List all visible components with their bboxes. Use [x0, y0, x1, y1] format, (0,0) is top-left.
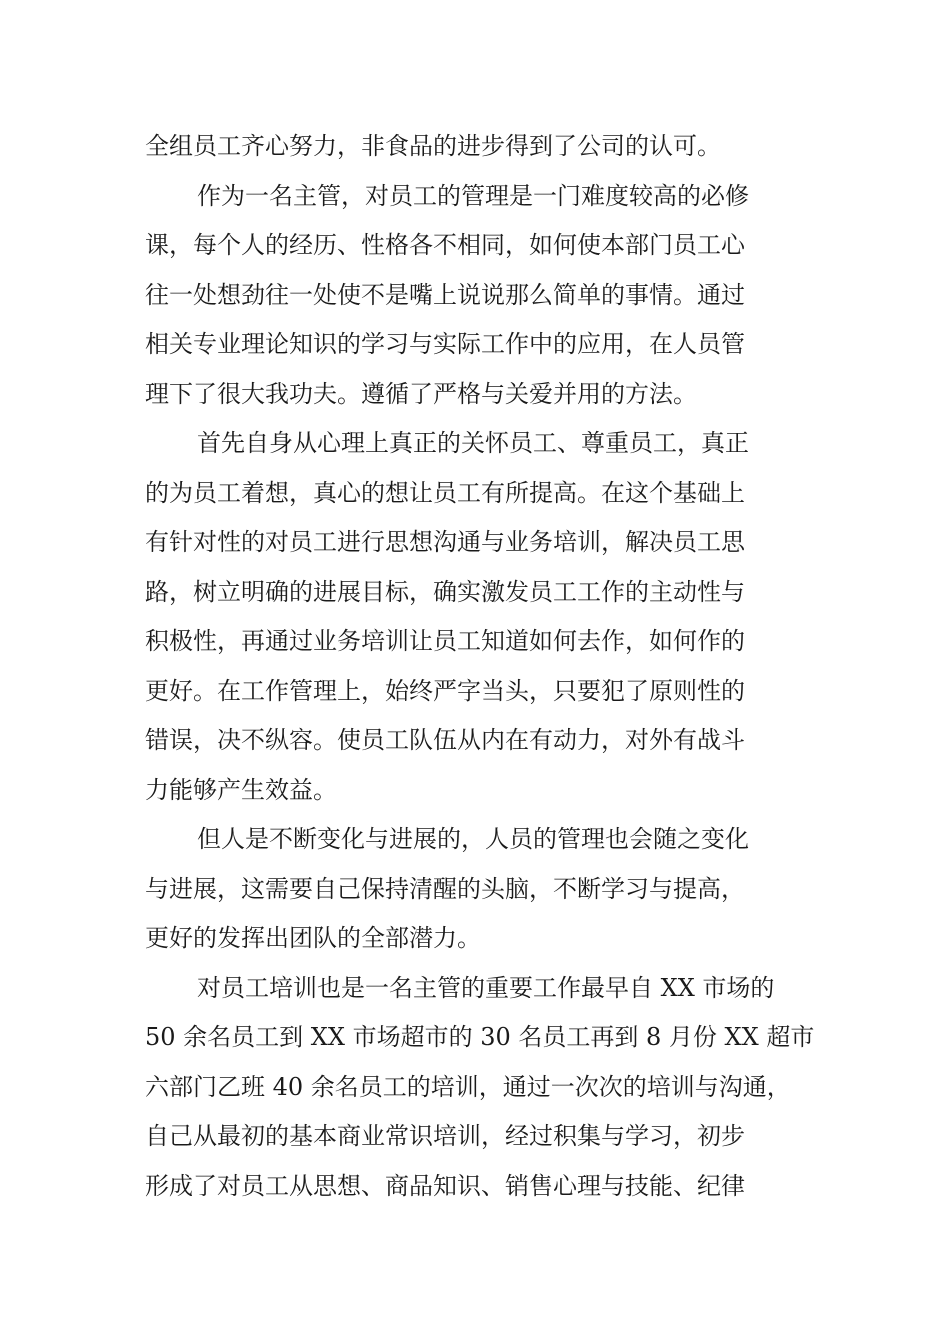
- paragraph-start-line: 作为一名主管，对员工的管理是一门难度较高的必修: [197, 181, 749, 210]
- text-line: 错误，决不纵容。使员工队伍从内在有动力，对外有战斗: [145, 726, 745, 754]
- text-line: 更好。在工作管理上，始终严字当头，只要犯了原则性的: [145, 676, 745, 705]
- text-line: 更好的发挥出团队的全部潜力。: [145, 924, 481, 952]
- text-line: 路，树立明确的进展目标，确实激发员工工作的主动性与: [145, 577, 745, 606]
- text-line: 的为员工着想，真心的想让员工有所提高。在这个基础上: [145, 478, 745, 507]
- text-line: 形成了对员工从思想、商品知识、销售心理与技能、纪律: [145, 1171, 745, 1200]
- text-line: 六部门乙班 40 余名员工的培训，通过一次次的培训与沟通，: [145, 1072, 791, 1101]
- text-line: 全组员工齐心努力，非食品的进步得到了公司的认可。: [145, 132, 721, 160]
- document-body: [145, 122, 815, 1211]
- text-line: 相关专业理论知识的学习与实际工作中的应用，在人员管: [145, 330, 745, 358]
- text-line: 自己从最初的基本商业常识培训，经过积集与学习，初步: [145, 1122, 745, 1150]
- paragraph-start-line: 首先自身从心理上真正的关怀员工、尊重员工，真正: [197, 429, 749, 457]
- paragraph-start-line: 但人是不断变化与进展的，人员的管理也会随之变化: [197, 825, 749, 853]
- text-line: 有针对性的对员工进行思想沟通与业务培训，解决员工思: [145, 528, 745, 556]
- text-line: 积极性，再通过业务培训让员工知道如何去作，如何作的: [145, 627, 745, 655]
- text-line: 课，每个人的经历、性格各不相同，如何使本部门员工心: [145, 231, 745, 259]
- text-line: 理下了很大我功夫。遵循了严格与关爱并用的方法。: [145, 379, 697, 408]
- text-line: 往一处想劲往一处使不是嘴上说说那么简单的事情。通过: [145, 280, 745, 309]
- text-line: 力能够产生效益。: [145, 775, 337, 804]
- paragraph-start-line: 对员工培训也是一名主管的重要工作最早自 XX 市场的: [197, 973, 775, 1002]
- text-line: 与进展，这需要自己保持清醒的头脑，不断学习与提高，: [145, 874, 745, 903]
- text-line: 50 余名员工到 XX 市场超市的 30 名员工再到 8 月份 XX 超市: [145, 1023, 815, 1051]
